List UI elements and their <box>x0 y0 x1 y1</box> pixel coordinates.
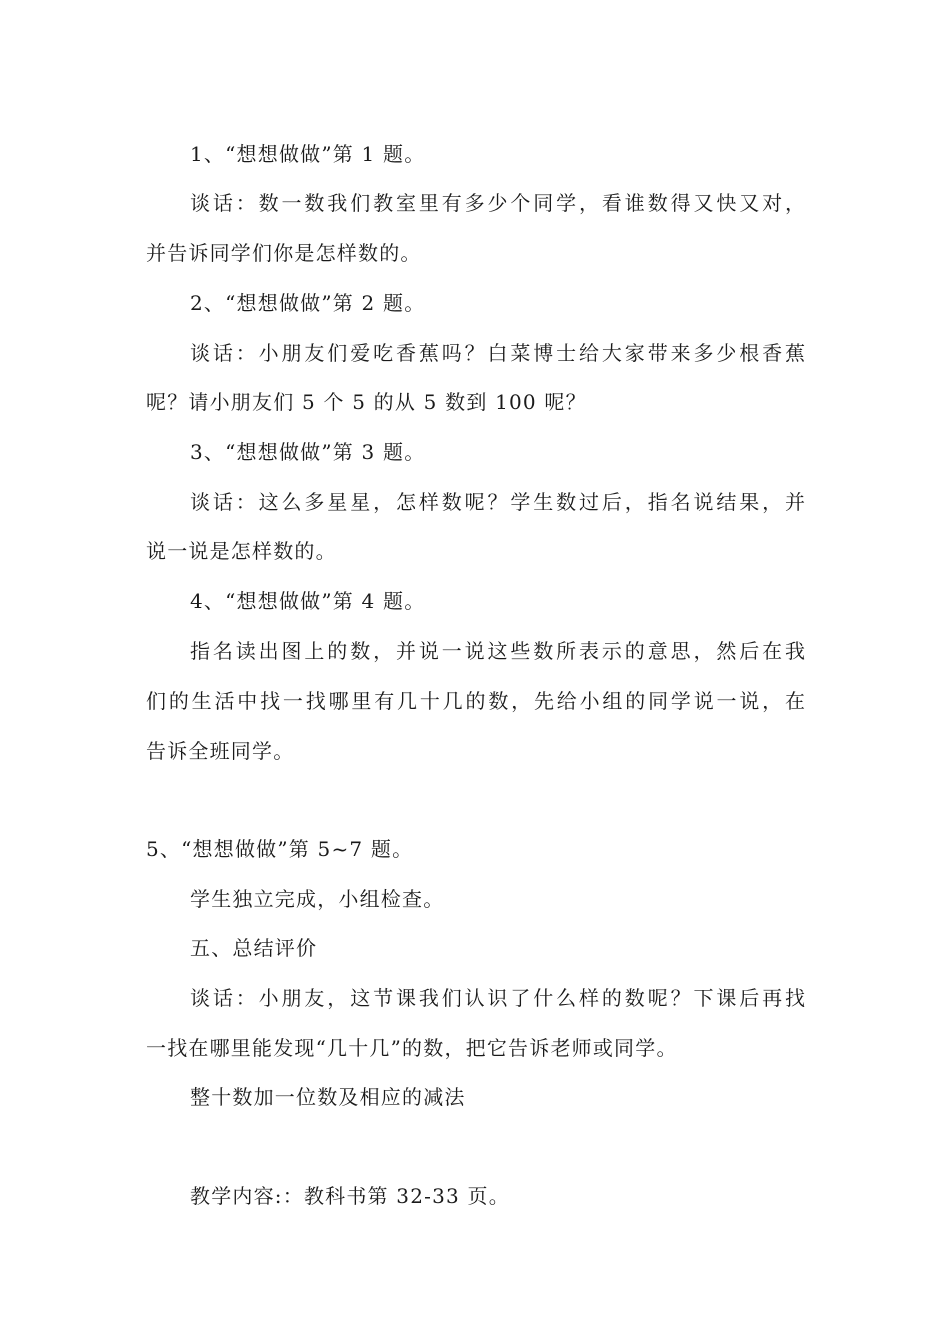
item-1-heading: 1、“想想做做”第 1 题。 <box>190 142 426 166</box>
summary-dialogue-line-1: 谈话：小朋友，这节课我们认识了什么样的数呢？下课后再找 <box>190 986 805 1010</box>
item-4-paragraph-line-2: 们的生活中找一找哪里有几十几的数，先给小组的同学说一说，在 <box>146 689 805 713</box>
item-4-paragraph-line-3: 告诉全班同学。 <box>146 739 295 763</box>
item-1-dialogue-line-2: 并告诉同学们你是怎样数的。 <box>146 241 422 265</box>
item-3-dialogue-line-2: 说一说是怎样数的。 <box>146 539 337 563</box>
section-five-heading: 五、总结评价 <box>190 936 318 960</box>
item-4-heading: 4、“想想做做”第 4 题。 <box>190 589 426 613</box>
lesson-title: 整十数加一位数及相应的减法 <box>190 1085 466 1109</box>
summary-dialogue-line-2: 一找在哪里能发现“几十几”的数，把它告诉老师或同学。 <box>146 1036 678 1060</box>
item-2-dialogue-line-2: 呢？请小朋友们 5 个 5 的从 5 数到 100 呢？ <box>146 390 587 414</box>
item-1-dialogue-line-1: 谈话：数一数我们教室里有多少个同学，看谁数得又快又对， <box>190 191 805 215</box>
item-4-paragraph-line-1: 指名读出图上的数，并说一说这些数所表示的意思，然后在我 <box>190 639 805 663</box>
item-2-heading: 2、“想想做做”第 2 题。 <box>190 291 426 315</box>
item-5-paragraph: 学生独立完成，小组检查。 <box>190 887 445 911</box>
item-3-heading: 3、“想想做做”第 3 题。 <box>190 440 426 464</box>
item-5-heading: 5、“想想做做”第 5~7 题。 <box>146 837 414 861</box>
item-2-dialogue-line-1: 谈话：小朋友们爱吃香蕉吗？白菜博士给大家带来多少根香蕉 <box>190 341 805 365</box>
teaching-content: 教学内容:：教科书第 32-33 页。 <box>190 1184 510 1208</box>
item-3-dialogue-line-1: 谈话：这么多星星，怎样数呢？学生数过后，指名说结果，并 <box>190 490 805 514</box>
